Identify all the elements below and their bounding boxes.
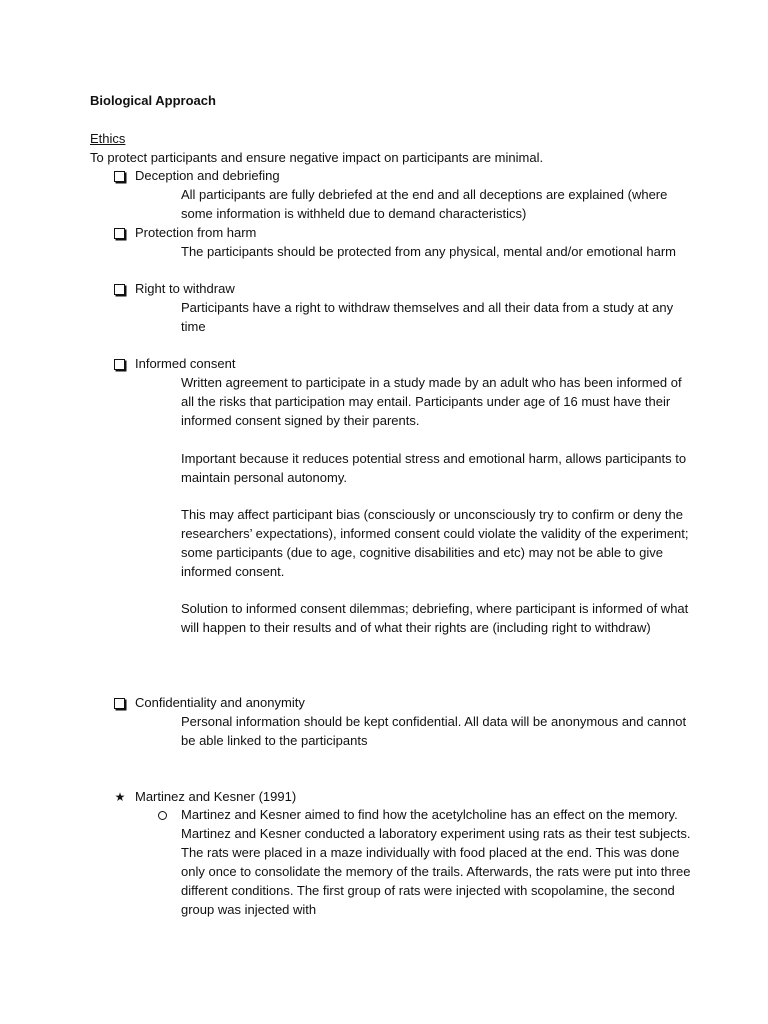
item-label-protection: Protection from harm <box>135 225 257 240</box>
item-label-withdraw: Right to withdraw <box>135 281 235 296</box>
checkbox-bullet-icon <box>114 284 125 295</box>
item-label-deception: Deception and debriefing <box>135 168 280 183</box>
checkbox-bullet-icon <box>114 171 125 182</box>
checkbox-bullet-icon <box>114 228 125 239</box>
intro-paragraph: To protect participants and ensure negative impact on participants are minimal. <box>90 150 544 165</box>
checkbox-bullet-icon <box>114 359 125 370</box>
item-paragraph: Written agreement to participate in a study made by an adult who has been informed of all the risks that participation may entail. Participants under age of 16 must have their informed consent signed by their parents. <box>181 375 682 428</box>
item-paragraph: Solution to informed consent dilemmas; debriefing, where participant is informed of what will happen to their results and of what their rights are (including right to withdraw) <box>181 601 689 635</box>
item-paragraph: Important because it reduces potential stress and emotional harm, allows participants to maintain personal autonomy. <box>181 451 687 485</box>
study-paragraph: Martinez and Kesner aimed to find how the acetylcholine has an effect on the memory. Martinez and Kesner conducted a laboratory experiment using rats as their test subjects. The rats were placed in a maze individually with food placed at the end. This was done only once to consolidate the memory of the trails. Afterwards, the rats were put into three different conditions. The first group of rats were injected with scopolamine, the second group was injected with <box>181 807 691 917</box>
item-label-confidentiality: Confidentiality and anonymity <box>135 695 305 710</box>
item-paragraph: Personal information should be kept confidential. All data will be anonymous and cannot be able linked to the participants <box>181 714 687 748</box>
item-paragraph: All participants are fully debriefed at the end and all deceptions are explained (where some information is withheld due to demand characteristics) <box>181 187 668 221</box>
item-paragraph: Participants have a right to withdraw themselves and all their data from a study at any time <box>181 300 674 334</box>
document-title: Biological Approach <box>90 93 216 108</box>
item-label-informed-consent: Informed consent <box>135 356 236 371</box>
study-label: Martinez and Kesner (1991) <box>135 789 297 804</box>
item-paragraph: This may affect participant bias (consciously or unconsciously try to confirm or deny the researchers’ expectations), informed consent could violate the validity of the experiment; some participants (due to age, cognitive disabilities and etc) may not be able to give informed consent. <box>181 507 689 579</box>
circle-bullet-icon <box>158 811 167 820</box>
checkbox-bullet-icon <box>114 698 125 709</box>
item-paragraph: The participants should be protected from any physical, mental and/or emotional harm <box>181 244 676 259</box>
section-heading-ethics: Ethics <box>90 131 126 146</box>
star-bullet-icon: ★ <box>114 790 126 804</box>
